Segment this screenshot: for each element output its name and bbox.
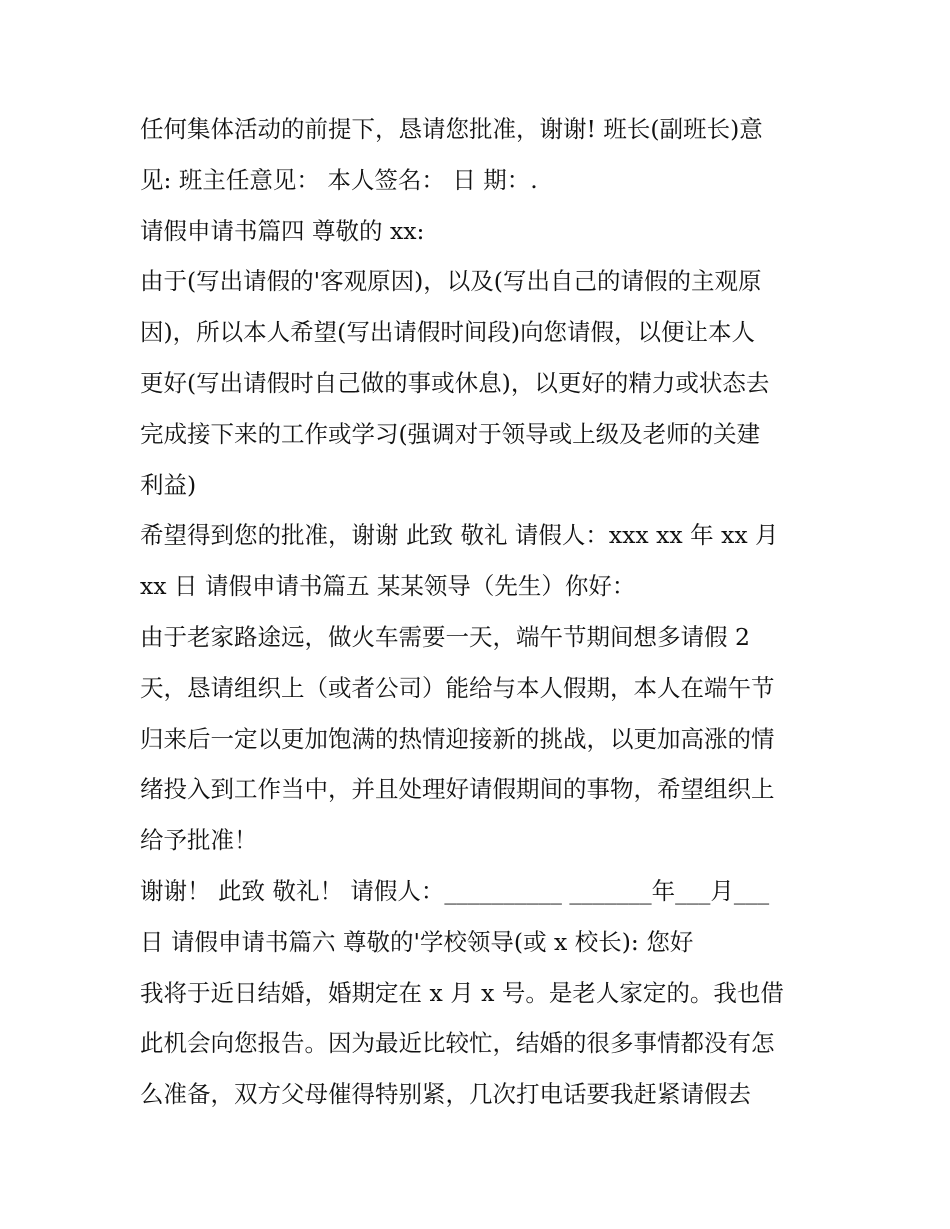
text-line: 由于老家路途远，做火车需要一天，端午节期间想多请假 2 xyxy=(140,622,750,651)
text-line: 见: 班主任意见： 本人签名： 日 期：. xyxy=(140,165,538,194)
text-line: 谢谢！ 此致 敬礼！ 请假人：__________ _______年___月___ xyxy=(140,876,770,905)
document-body xyxy=(140,104,820,1120)
text-line: 完成接下来的工作或学习(强调对于领导或上级及老师的关建 xyxy=(140,419,761,448)
text-line: 绪投入到工作当中，并且处理好请假期间的事物，希望组织上 xyxy=(140,775,775,804)
text-line: 日 请假申请书篇六 尊敬的'学校领导(或 x 校长): 您好 xyxy=(140,927,694,956)
text-line: 请假申请书篇四 尊敬的 xx: xyxy=(140,216,425,245)
text-line: 天，恳请组织上（或者公司）能给与本人假期，本人在端午节 xyxy=(140,673,775,702)
text-line: 我将于近日结婚，婚期定在 x 月 x 号。是老人家定的。我也借 xyxy=(140,978,784,1007)
text-line: 因)，所以本人希望(写出请假时间段)向您请假，以便让本人 xyxy=(140,318,756,347)
text-line: 希望得到您的批准，谢谢 此致 敬礼 请假人：xxx xx 年 xx 月 xyxy=(140,521,779,550)
text-line: 么准备，双方父母催得特别紧，几次打电话要我赶紧请假去 xyxy=(140,1080,751,1109)
text-line: 利益) xyxy=(140,470,197,499)
text-line: 更好(写出请假时自己做的事或休息)，以更好的精力或状态去 xyxy=(140,368,770,397)
text-line: 给予批准！ xyxy=(140,826,258,855)
text-line: 任何集体活动的前提下，恳请您批准，谢谢! 班长(副班长)意 xyxy=(140,115,763,143)
text-line: xx 日 请假申请书篇五 某某领导（先生）你好： xyxy=(140,572,636,601)
text-line: 由于(写出请假的'客观原因)，以及(写出自己的请假的主观原 xyxy=(140,267,762,296)
text-line: 此机会向您报告。因为最近比较忙，结婚的很多事情都没有怎 xyxy=(140,1029,775,1058)
text-line: 归来后一定以更加饱满的热情迎接新的挑战，以更加高涨的情 xyxy=(140,724,775,753)
